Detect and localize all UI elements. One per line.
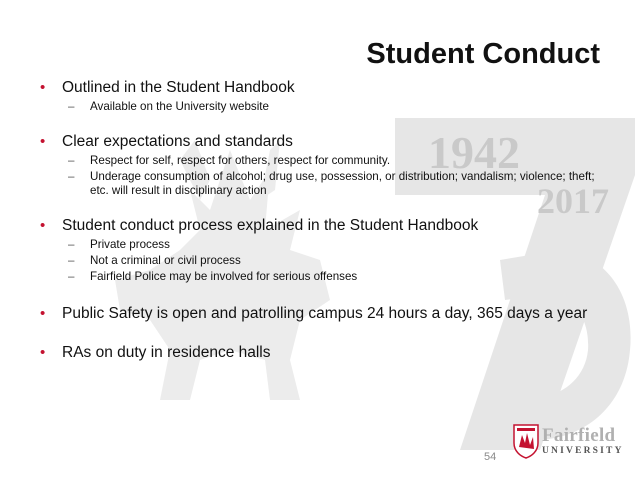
bullet-dot-icon: • xyxy=(40,217,46,234)
slide-title: Student Conduct xyxy=(366,38,600,70)
sub-item xyxy=(40,238,600,252)
dash-icon: – xyxy=(68,100,75,113)
dash-icon: – xyxy=(68,254,75,267)
sub-text: Underage consumption of alcohol; drug use, possession, or distribution; vandalism; violence; theft; etc. will result in disciplinary action xyxy=(90,170,595,197)
bullet-dot-icon: • xyxy=(40,133,46,150)
dash-icon: – xyxy=(68,154,75,167)
dash-icon: – xyxy=(68,170,75,183)
sub-text: Available on the University website xyxy=(90,100,269,113)
logo-subtitle: UNIVERSITY xyxy=(542,446,624,456)
bullet-item xyxy=(40,216,600,235)
sub-item xyxy=(40,154,600,168)
year-start-text: 1942 xyxy=(428,127,520,178)
sub-item xyxy=(40,170,600,198)
bullet-item xyxy=(40,343,600,362)
bullet-item xyxy=(40,304,602,323)
bullet-list xyxy=(40,78,600,362)
sub-text: Fairfield Police may be involved for serious offenses xyxy=(90,270,358,283)
year-end-text: 2017 xyxy=(537,181,609,221)
bullet-text: Clear expectations and standards xyxy=(62,133,293,150)
bullet-dot-icon: • xyxy=(40,79,46,96)
bullet-dot-icon: • xyxy=(40,305,46,322)
bullet-text: Student conduct process explained in the Student Handbook xyxy=(62,217,479,234)
logo-name: Fairfield xyxy=(542,425,616,446)
bullet-item xyxy=(40,132,600,151)
page-number: 54 xyxy=(484,451,497,463)
bullet-dot-icon: • xyxy=(40,344,46,361)
sub-text: Not a criminal or civil process xyxy=(90,254,241,267)
bullet-item xyxy=(40,78,600,97)
sub-item xyxy=(40,100,600,114)
bullet-text: Public Safety is open and patrolling campus 24 hours a day, 365 days a year xyxy=(62,305,588,322)
sub-item xyxy=(40,270,600,284)
university-logo xyxy=(512,421,622,465)
bullet-text: Outlined in the Student Handbook xyxy=(62,79,295,96)
shield-seal-icon xyxy=(512,423,540,459)
dash-icon: – xyxy=(68,238,75,251)
sub-text: Respect for self, respect for others, respect for community. xyxy=(90,154,391,167)
dash-icon: – xyxy=(68,270,75,283)
bullet-text: RAs on duty in residence halls xyxy=(62,344,271,361)
sub-text: Private process xyxy=(90,238,170,251)
sub-item xyxy=(40,254,600,268)
